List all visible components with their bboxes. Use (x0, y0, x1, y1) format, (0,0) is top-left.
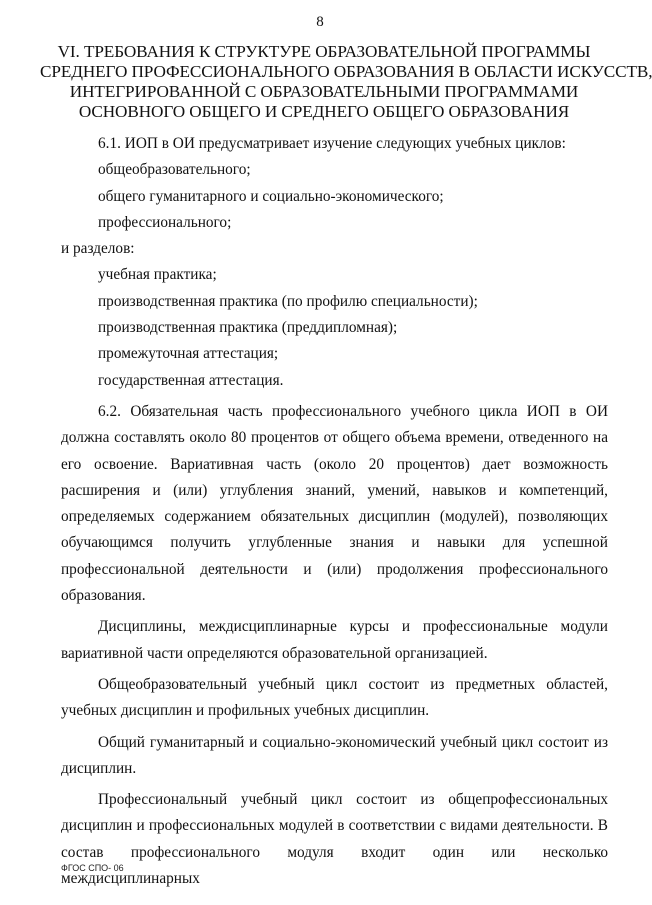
clause-6-2-line: 6.2. Обязательная часть профессионального учебного цикла ИОП в ОИ (98, 402, 608, 420)
clause-6-2-line: должна составлять около 80 процентов от общего объема времени, отведенного на (61, 429, 608, 447)
list-item: общеобразовательного; (98, 161, 251, 179)
paragraph-line: Общеобразовательный учебный цикл состоит из предметных областей, (98, 675, 608, 693)
title-line: ОСНОВНОГО ОБЩЕГО И СРЕДНЕГО ОБЩЕГО ОБРАЗОВАНИЯ (78, 102, 570, 121)
clause-6-2-line: обучающимся получить углубленные знания и навыки для успешной (61, 534, 608, 552)
paragraph-line: вариативной части определяются образовательной организацией. (61, 644, 488, 662)
paragraph-line: Дисциплины, междисциплинарные курсы и профессиональные модули (98, 618, 608, 636)
clause-6-2-line: определяемых содержанием обязательных дисциплин (модулей), позволяющих (61, 508, 608, 526)
list-item: производственная практика (по профилю специальности); (98, 292, 478, 310)
paragraph-line: Общий гуманитарный и социально-экономический учебный цикл состоит из (98, 733, 608, 751)
paragraph-line: Профессиональный учебный цикл состоит из общепрофессиональных (98, 791, 608, 809)
page-number: 8 (316, 14, 324, 30)
list-item: учебная практика; (98, 266, 217, 284)
title-line: СРЕДНЕГО ПРОФЕССИОНАЛЬНОГО ОБРАЗОВАНИЯ В ОБЛАСТИ ИСКУССТВ, (40, 62, 652, 81)
clause-6-2-line: профессиональной деятельности и (или) продолжения профессионального (61, 560, 608, 578)
paragraph-line: дисциплин. (61, 759, 137, 777)
list-item: промежуточная аттестация; (98, 345, 279, 363)
paragraph-line: состав профессионального модуля входит один или несколько междисциплинарных (61, 843, 608, 888)
title-line: VI. ТРЕБОВАНИЯ К СТРУКТУРЕ ОБРАЗОВАТЕЛЬНОЙ ПРОГРАММЫ (57, 42, 591, 61)
title-line: ИНТЕГРИРОВАННОЙ С ОБРАЗОВАТЕЛЬНЫМИ ПРОГРАММАМИ (69, 82, 579, 101)
list-item: общего гуманитарного и социально-экономического; (98, 187, 444, 205)
footer-code: ФГОС СПО- 06 (61, 863, 124, 873)
paragraph-line: дисциплин и профессиональных модулей в соответствии с видами деятельности. В (61, 817, 608, 835)
clause-6-1-intro: 6.1. ИОП в ОИ предусматривает изучение следующих учебных циклов: (98, 135, 566, 152)
paragraph-line: учебных дисциплин и профильных учебных дисциплин. (61, 702, 430, 720)
section-title (40, 42, 652, 122)
clause-6-2-line: его освоение. Вариативная часть (около 20 процентов) дает возможность (61, 455, 608, 473)
list-item: производственная практика (преддипломная); (98, 319, 398, 337)
sections-label: и разделов: (61, 240, 135, 258)
list-item: государственная аттестация. (98, 371, 284, 389)
clause-6-2-line: расширения и (или) углубления знаний, умений, навыков и компетенций, (61, 481, 608, 499)
clause-6-2-line: образования. (61, 587, 146, 605)
list-item: профессионального; (98, 213, 232, 231)
